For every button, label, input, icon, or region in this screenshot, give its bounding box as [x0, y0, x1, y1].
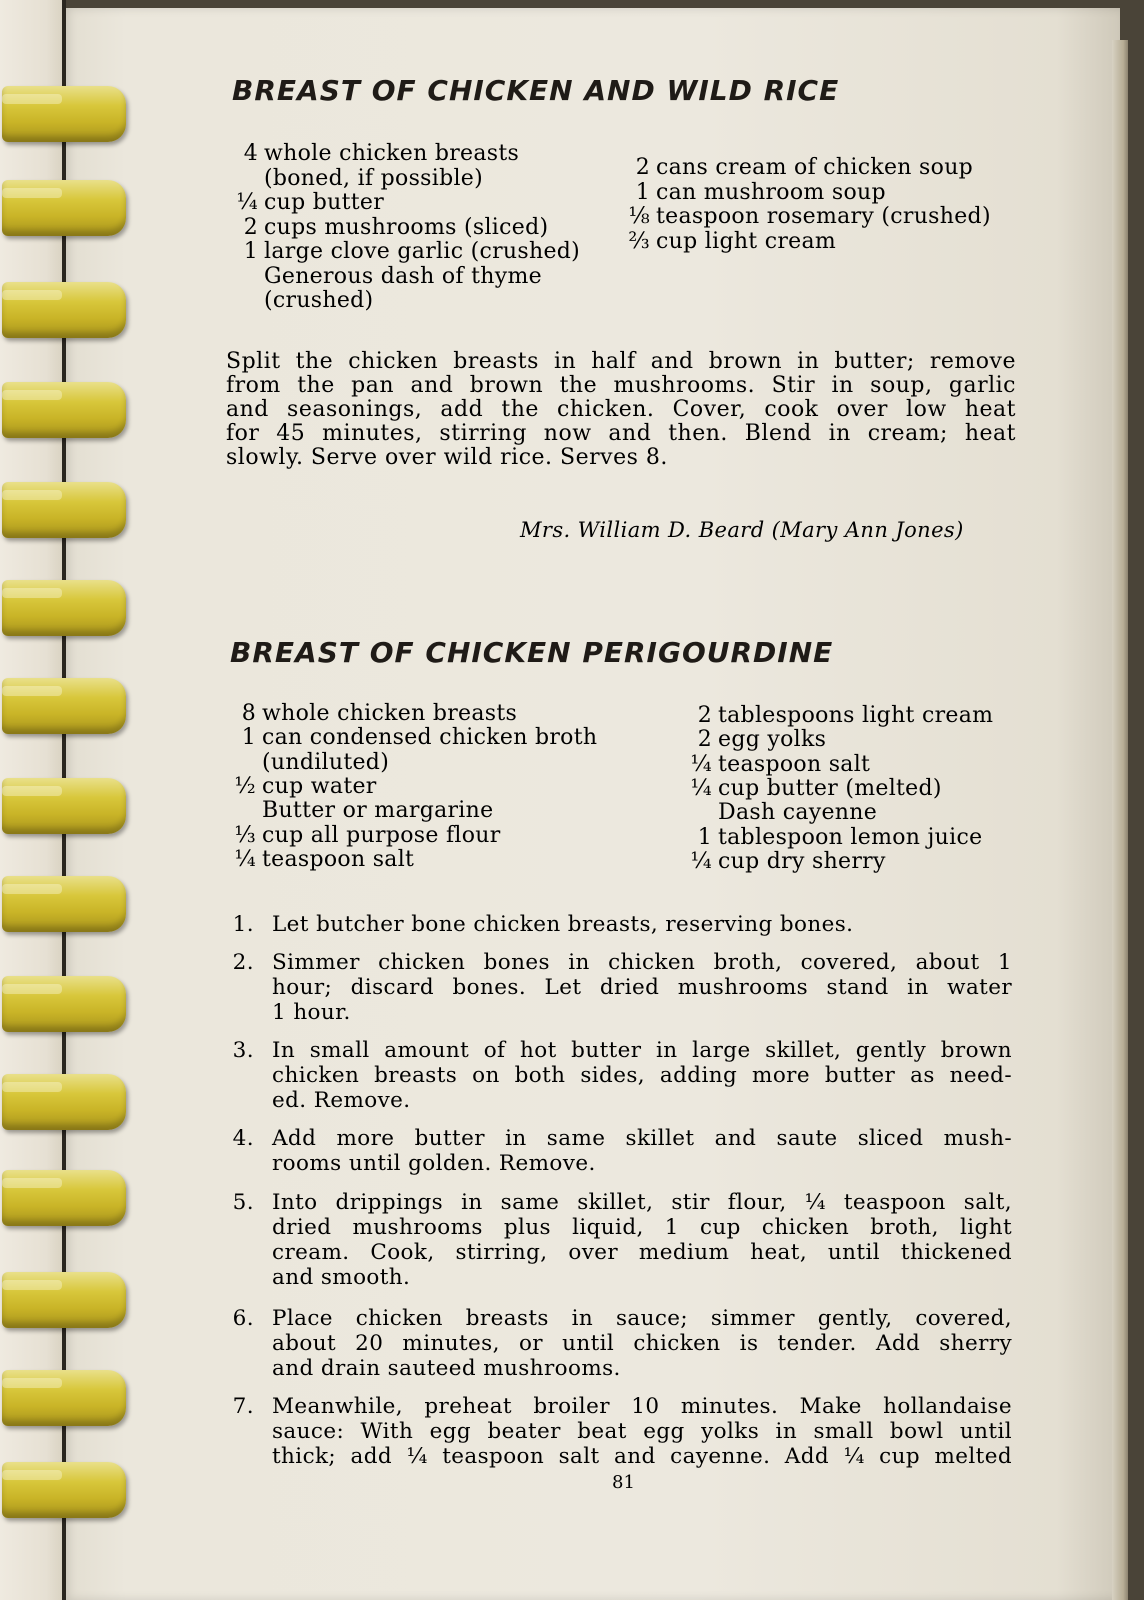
ingredient-line	[222, 775, 377, 799]
binding-ring	[2, 678, 126, 734]
ingredient-line	[616, 156, 973, 180]
ingredient-quantity: 4	[243, 141, 258, 166]
ingredient-quantity: 1	[697, 824, 712, 850]
ingredient-quantity: ⅛	[628, 204, 650, 229]
ingredient-line	[676, 777, 942, 801]
ingredient-quantity: 2	[243, 214, 258, 240]
ingredient-line	[224, 265, 542, 289]
ingredient-line	[222, 702, 517, 726]
step-text-line: Into drippings in same skillet, stir flour, ¼ teaspoon salt,	[272, 1190, 1012, 1215]
step-text-line: rooms until golden. Remove.	[272, 1151, 596, 1176]
ingredient-text: teaspoon rosemary (crushed)	[656, 204, 991, 229]
ingredient-text: (crushed)	[264, 288, 374, 313]
step-number: 4.	[232, 1126, 254, 1151]
ingredient-text: cup butter	[264, 190, 385, 215]
ingredient-text: cans cream of chicken soup	[656, 155, 974, 180]
ingredient-line	[224, 240, 580, 264]
ingredient-line	[222, 824, 501, 848]
ingredient-text: tablespoons light cream	[718, 703, 994, 728]
binding-ring	[2, 876, 126, 932]
recipe-title-wild-rice: BREAST OF CHICKEN AND WILD RICE	[232, 74, 840, 107]
ingredient-quantity: 8	[241, 701, 256, 726]
direction-line: slowly. Serve over wild rice. Serves 8.	[226, 445, 668, 470]
step-text-line: about 20 minutes, or until chicken is tender. Add sherry	[272, 1331, 1012, 1356]
step-text-line: thick; add ¼ teaspoon salt and cayenne. Add ¼ cup melted	[272, 1444, 1012, 1469]
step-text-line: and drain sauteed mushrooms.	[272, 1356, 621, 1381]
step-number: 1.	[232, 912, 254, 937]
direction-line: for 45 minutes, stirring now and then. Blend in cream; heat	[226, 421, 1016, 446]
binding-ring	[2, 382, 126, 438]
ingredient-line	[616, 181, 886, 205]
ingredient-text: teaspoon salt	[718, 751, 871, 777]
ingredient-text: (undiluted)	[262, 749, 390, 775]
step-text-line: Meanwhile, preheat broiler 10 minutes. Make hollandaise	[272, 1394, 1012, 1419]
ingredient-quantity: ¼	[690, 751, 712, 777]
ingredient-text: whole chicken breasts	[264, 141, 520, 166]
step-text-line: ed. Remove.	[272, 1088, 411, 1113]
step-number: 3.	[232, 1038, 254, 1063]
step-text-line: 1 hour.	[272, 1000, 351, 1025]
ingredient-text: cup butter (melted)	[718, 775, 942, 801]
ingredient-quantity: 1	[635, 179, 650, 205]
ingredient-line	[224, 216, 548, 240]
ingredient-quantity: 2	[697, 703, 712, 728]
step-text-line: Add more butter in same skillet and saute sliced mush-	[272, 1126, 1012, 1151]
ingredient-quantity: 2	[635, 155, 650, 180]
ingredient-line	[616, 230, 836, 254]
ingredient-line	[676, 850, 886, 874]
binding-ring	[2, 1272, 126, 1328]
binding-ring	[2, 180, 126, 236]
ingredient-text: cup water	[262, 773, 377, 799]
ingredient-line	[224, 191, 384, 215]
step-text-line: Simmer chicken bones in chicken broth, covered, about 1	[272, 950, 1012, 975]
ingredient-text: egg yolks	[718, 727, 827, 753]
page-number: 81	[612, 1472, 635, 1493]
step-text-line: dried mushrooms plus liquid, 1 cup chicken broth, light	[272, 1215, 1012, 1240]
ingredient-text: Butter or margarine	[262, 798, 494, 824]
ingredient-text: cup all purpose flour	[262, 822, 501, 848]
binding-ring	[2, 976, 126, 1032]
binding-ring	[2, 1074, 126, 1130]
ingredient-quantity: 1	[243, 239, 258, 264]
ingredient-text: cup dry sherry	[718, 848, 886, 874]
ingredient-text: whole chicken breasts	[262, 701, 518, 726]
step-text-line: and smooth.	[272, 1265, 411, 1290]
direction-line: Split the chicken breasts in half and brown in butter; remove	[226, 349, 1016, 374]
ingredient-line	[224, 142, 519, 166]
direction-line: from the pan and brown the mushrooms. Stir in soup, garlic	[226, 373, 1016, 398]
ingredient-line	[222, 848, 414, 872]
ingredient-text: cup light cream	[656, 228, 837, 254]
ingredient-line	[676, 801, 877, 825]
step-text-line: In small amount of hot butter in large skillet, gently brown	[272, 1038, 1012, 1063]
step-text-line: chicken breasts on both sides, adding more butter as need-	[272, 1063, 1012, 1088]
step-text-line: Let butcher bone chicken breasts, reserving bones.	[272, 912, 854, 937]
ingredient-text: can condensed chicken broth	[262, 725, 598, 751]
ingredient-text: can mushroom soup	[656, 179, 886, 205]
ingredient-quantity: ⅔	[628, 228, 650, 254]
step-number: 7.	[232, 1394, 254, 1419]
ingredient-quantity: ¼	[234, 846, 256, 872]
ingredient-text: Dash cayenne	[718, 800, 878, 826]
step-number: 5.	[232, 1190, 254, 1215]
ingredient-text: Generous dash of thyme	[264, 263, 542, 289]
ingredient-line	[676, 826, 982, 850]
ingredient-text: teaspoon salt	[262, 846, 415, 872]
step-text-line: Place chicken breasts in sauce; simmer gently, covered,	[272, 1306, 1012, 1331]
binding-ring	[2, 1462, 126, 1518]
step-number: 6.	[232, 1306, 254, 1331]
recipe-title-perigourdine: BREAST OF CHICKEN PERIGOURDINE	[230, 636, 834, 669]
direction-line: and seasonings, add the chicken. Cover, cook over low heat	[226, 397, 1016, 422]
ingredient-text: (boned, if possible)	[264, 165, 484, 191]
binding-ring	[2, 86, 126, 142]
ingredient-line	[224, 167, 483, 191]
ingredient-quantity: ¼	[690, 848, 712, 874]
binding-ring	[2, 580, 126, 636]
binding-ring	[2, 482, 126, 538]
ingredient-quantity: 2	[697, 727, 712, 753]
ingredient-line	[676, 753, 870, 777]
ingredient-text: cups mushrooms (sliced)	[264, 214, 549, 240]
step-number: 2.	[232, 950, 254, 975]
ingredient-quantity: ½	[234, 773, 256, 799]
ingredient-text: tablespoon lemon juice	[718, 824, 983, 850]
ingredient-line	[222, 799, 493, 823]
recipe1-credit: Mrs. William D. Beard (Mary Ann Jones)	[520, 518, 964, 542]
ingredient-line	[676, 704, 993, 728]
ingredient-quantity: ¼	[236, 190, 258, 215]
ingredient-line	[222, 726, 597, 750]
binding-ring	[2, 1370, 126, 1426]
ingredient-quantity: 1	[241, 725, 256, 751]
page-stack-edge	[1112, 40, 1128, 1600]
ingredient-line	[224, 289, 373, 313]
ingredient-line	[222, 751, 389, 775]
ingredient-line	[616, 205, 991, 229]
step-text-line: cream. Cook, stirring, over medium heat, until thickened	[272, 1240, 1012, 1265]
ingredient-line	[676, 728, 826, 752]
step-text-line: hour; discard bones. Let dried mushrooms stand in water	[272, 975, 1012, 1000]
binding-ring	[2, 282, 126, 338]
binding-ring	[2, 778, 126, 834]
ingredient-quantity: ⅓	[234, 822, 256, 848]
ingredient-text: large clove garlic (crushed)	[264, 239, 581, 264]
binding-ring	[2, 1170, 126, 1226]
ingredient-quantity: ¼	[690, 775, 712, 801]
step-text-line: sauce: With egg beater beat egg yolks in small bowl until	[272, 1419, 1012, 1444]
